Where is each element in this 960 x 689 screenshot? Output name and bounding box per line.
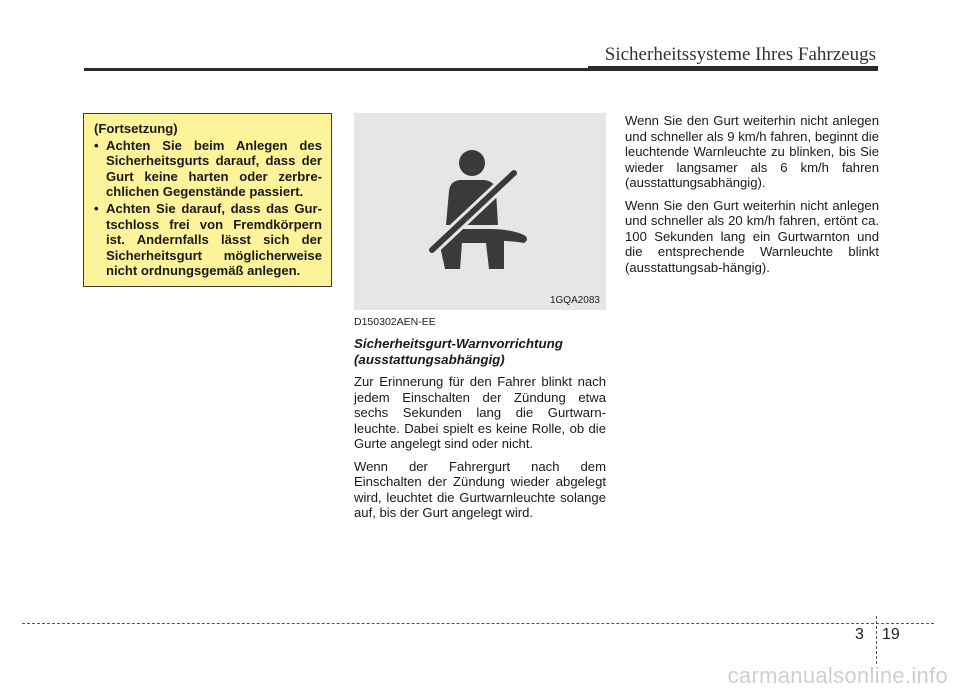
page-header-title: Sicherheitssysteme Ihres Fahrzeugs: [604, 44, 876, 65]
paragraph: Wenn Sie den Gurt weiterhin nicht anlegen und schneller als 20 km/h fahren, ertönt ca. 100 Sekunden lang ein Gurtwarnton und die entsprechende Warnleuchte blinkt (ausstattungsab-hängig).: [625, 197, 879, 275]
paragraph: Wenn Sie den Gurt weiterhin nicht anlegen und schneller als 9 km/h fahren, beginnt die leuchtende Warnleuchte zu blinken, bis Sie wieder langsamer als 6 km/h fahren (ausstattungsabhängig).: [625, 113, 879, 190]
watermark: carmanualsonline.info: [727, 663, 948, 688]
section-title: [354, 336, 606, 367]
figure-code: 1GQA2083: [549, 295, 600, 306]
warning-box: [83, 113, 332, 287]
seatbelt-figure: [354, 113, 606, 310]
reference-code: D150302AEN-EE: [354, 316, 436, 328]
footer-rule: [22, 623, 934, 624]
page-number: 19: [882, 626, 900, 643]
middle-column: [354, 316, 606, 528]
paragraph: Wenn der Fahrergurt nach dem Einschalten der Zündung wieder abgelegt wird, leuchtet die Gurtwarnleuchte solange auf, bis der Gurt angelegt wird.: [354, 458, 606, 520]
chapter-number: 3: [855, 626, 864, 643]
paragraph: Zur Erinnerung für den Fahrer blinkt nach jedem Einschalten der Zündung etwa sechs Sekunden lang die Gurtwarn-leuchte. Dabei spielt es keine Rolle, ob die Gurte angelegt sind oder nicht.: [354, 374, 606, 451]
warning-list: [94, 138, 322, 279]
section-title-line2: (ausstattungsabhängig): [354, 351, 505, 367]
warning-item-text: Achten Sie beim Anlegen des Sicherheitsgurts darauf, dass der Gurt keine harten oder zerbre-chlichen Gegenstände passiert.: [106, 137, 322, 200]
footer-divider: [876, 616, 877, 664]
bullet-icon: •: [94, 137, 99, 153]
header-rule: [84, 68, 878, 71]
seatbelt-warning-icon: [354, 113, 606, 310]
bullet-icon: •: [94, 200, 99, 216]
warning-continuation: (Fortsetzung): [94, 121, 178, 136]
section-title-line1: Sicherheitsgurt-Warnvorrichtung: [354, 336, 563, 351]
warning-item-text: Achten Sie darauf, dass das Gur-tschloss frei von Fremdkörpern ist. Andernfalls lässt sich der Sicherheitsgurt möglicherweise nicht ordnungsgemäß anlegen.: [106, 200, 322, 279]
warning-item: [94, 138, 322, 200]
right-column: [625, 113, 879, 282]
warning-item: [94, 201, 322, 279]
